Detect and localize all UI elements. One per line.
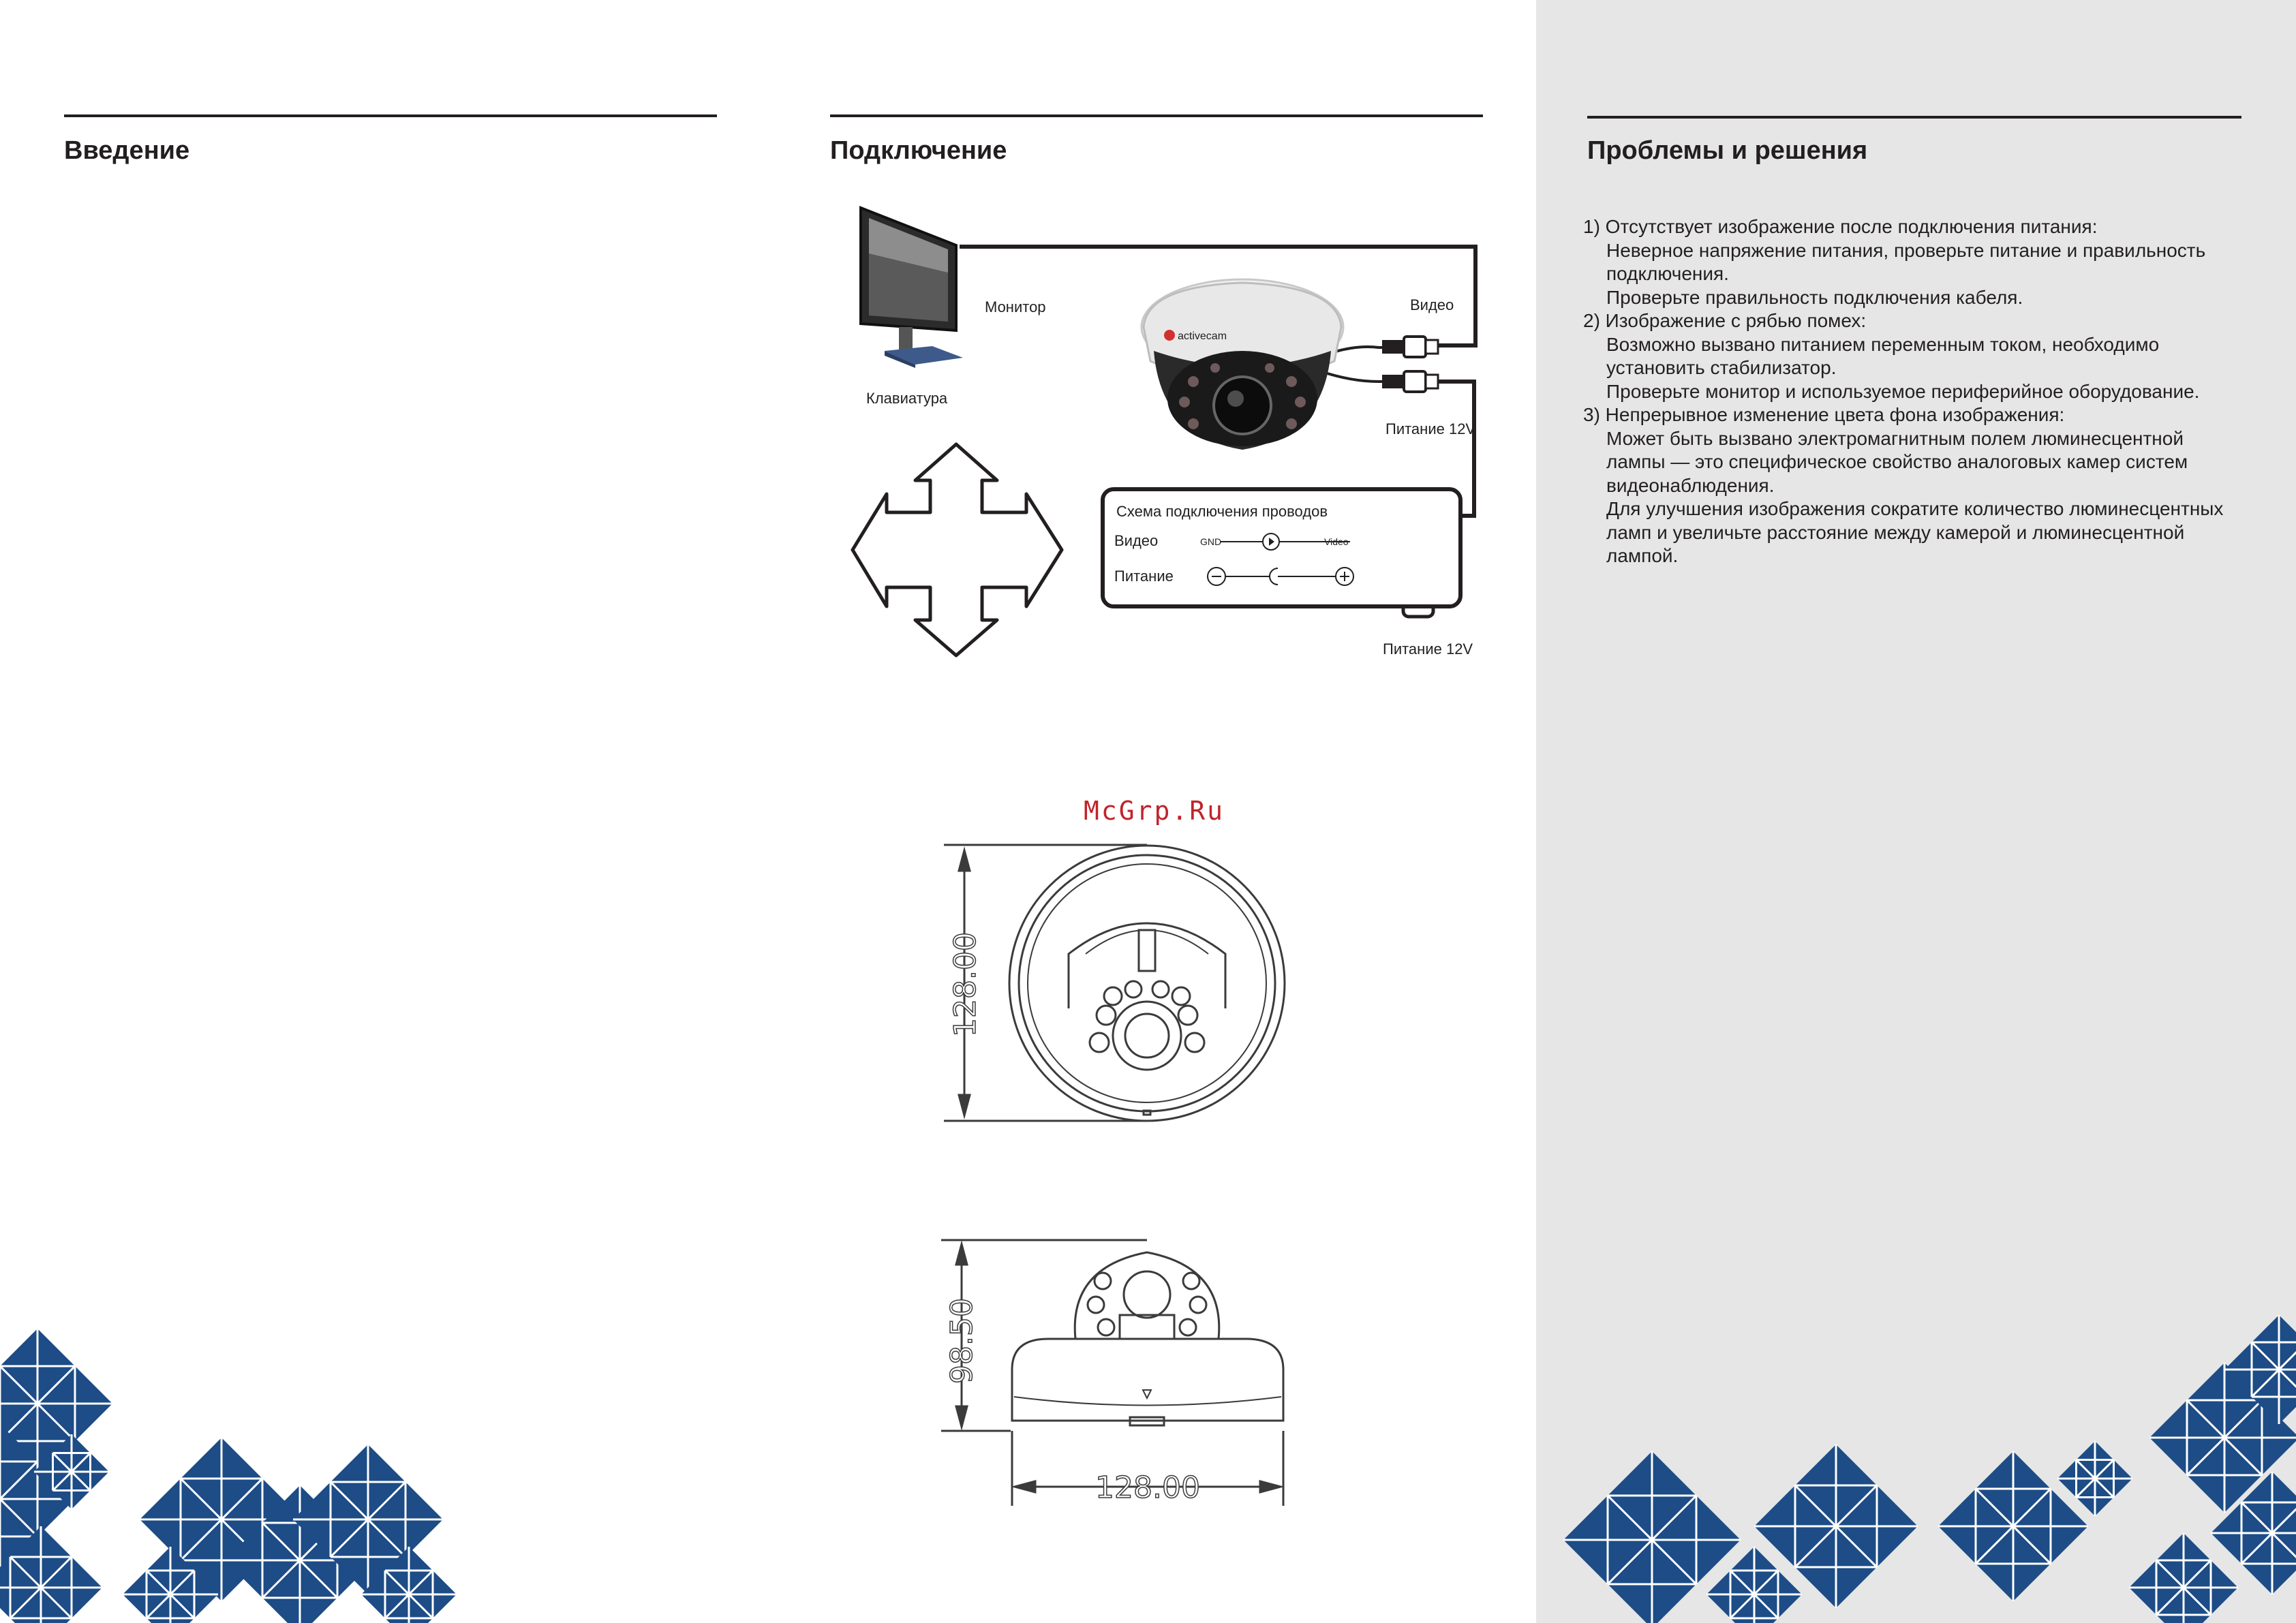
- problem-answer: Может быть вызвано электромагнитным полем люминесцентной лампы — это специфическое свойство аналоговых камер систем видеонаблюдения.: [1606, 427, 2188, 496]
- top-height-dimension: 128.00: [948, 932, 983, 1037]
- wiring-scheme-title: Схема подключения проводов: [1116, 503, 1328, 520]
- problem-answer: Возможно вызвано питанием переменным током, необходимо установить стабилизатор.: [1606, 333, 2160, 378]
- video-connector-icon: [1382, 337, 1438, 357]
- power-label-top: Питание 12V: [1386, 420, 1476, 437]
- power-connector-icon: [1382, 371, 1438, 392]
- problem-item: [1583, 215, 2237, 309]
- problems-title: Проблемы и решения: [1587, 136, 1868, 165]
- camera-side-view-drawing: [941, 1240, 1283, 1506]
- power-label-bottom: Питание 12V: [1383, 640, 1473, 658]
- problem-question: 3) Непрерывное изменение цвета фона изображения:: [1583, 404, 2065, 425]
- intro-panel: [0, 0, 765, 1623]
- problem-question: 1) Отсутствует изображение после подключения питания:: [1583, 216, 2098, 237]
- problems-list: [1583, 215, 2237, 568]
- problem-answer: Проверьте монитор и используемое периферийное оборудование.: [1606, 380, 2200, 402]
- wiring-power-label: Питание: [1114, 568, 1174, 585]
- section-rule: [1587, 116, 2241, 119]
- wiring-scheme-box: [1103, 489, 1460, 606]
- video-label: Видео: [1410, 296, 1454, 313]
- problem-item: [1583, 403, 2237, 568]
- monitor-icon: [861, 208, 963, 368]
- side-width-dimension: 128.00: [1095, 1470, 1200, 1505]
- keyboard-label: Клавиатура: [866, 390, 948, 407]
- pattern-diamond: [2129, 1533, 2238, 1623]
- wiring-video-label: Видео: [1114, 532, 1159, 549]
- problem-answer: Неверное напряжение питания, проверьте питание и правильность подключения.: [1606, 239, 2206, 284]
- problem-answer: Для улучшения изображения сократите количество люминесцентных ламп и увеличьте расстояние между камерой и люминесцентной лампой.: [1606, 498, 2224, 566]
- problem-answer: Проверьте правильность подключения кабеля.: [1606, 286, 2023, 308]
- side-height-dimension: 98.50: [945, 1298, 979, 1384]
- connection-title: Подключение: [830, 136, 1007, 165]
- triangle-pattern-left: [0, 0, 765, 1623]
- problem-item: [1583, 309, 2237, 403]
- camera-brand-label: activecam: [1178, 330, 1227, 342]
- pattern-diamond: [2057, 1441, 2132, 1516]
- problem-question: 2) Изображение с рябью помех:: [1583, 310, 1867, 331]
- direction-arrows-icon: [853, 444, 1062, 655]
- gnd-pin-label: GND: [1200, 536, 1222, 547]
- video-pin-label: Video: [1324, 536, 1349, 547]
- intro-title: Введение: [64, 136, 190, 165]
- dome-camera-image: [1142, 279, 1343, 450]
- camera-top-view-drawing: [944, 845, 1285, 1121]
- watermark: McGrp.Ru: [1084, 796, 1225, 826]
- monitor-label: Монитор: [985, 298, 1046, 315]
